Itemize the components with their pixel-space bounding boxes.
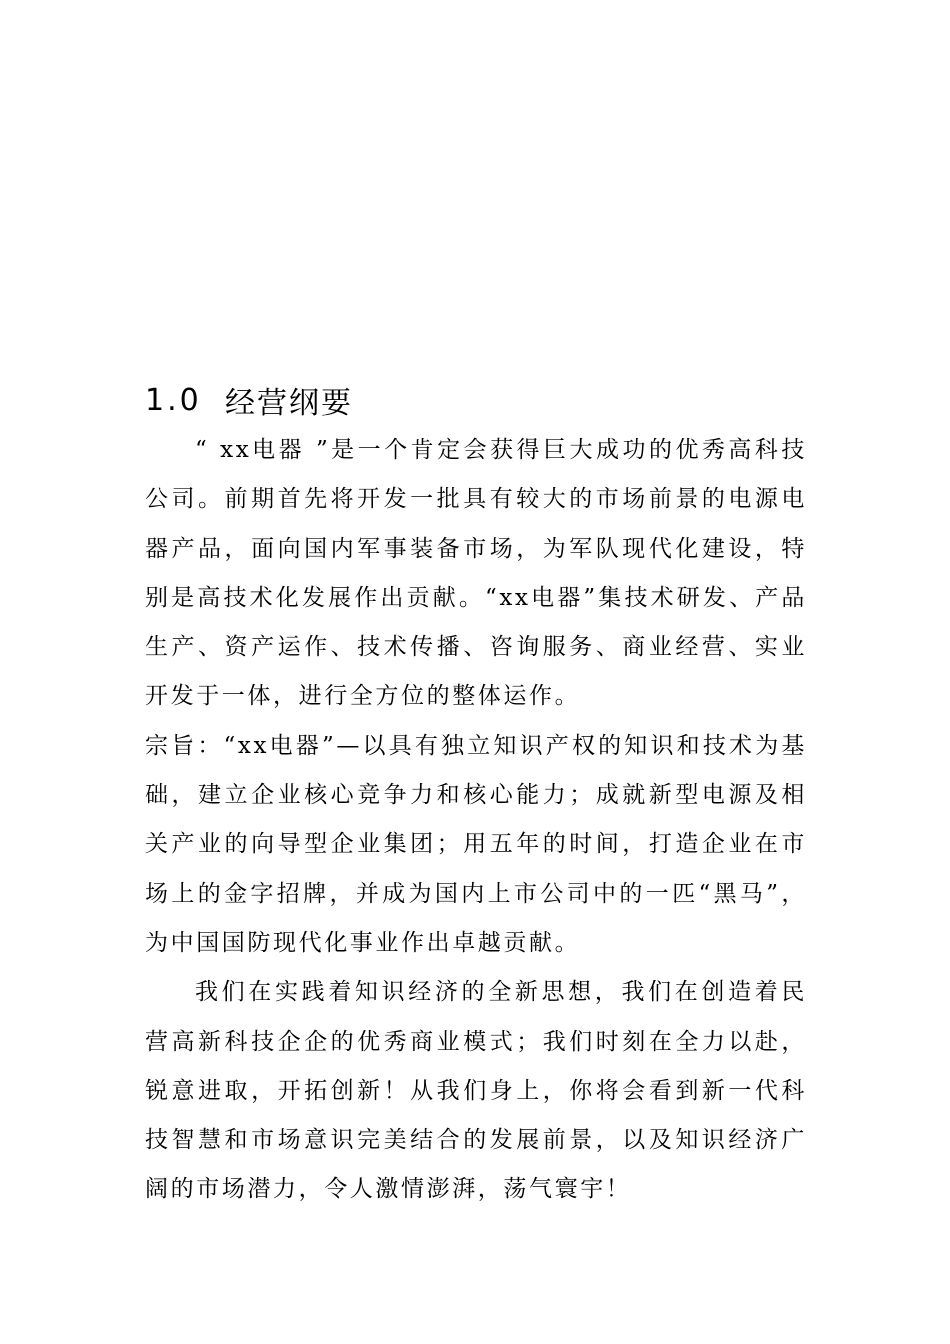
paragraph-vision: 我们在实践着知识经济的全新思想，我们在创造着民营高新科技企企的优秀商业模式；我们时刻在全力以赴，锐意进取，开拓创新！从我们身上，你将会看到新一代科技智慧和市场意识完美结合的发展前景，以及知识经济广阔的市场潜力，令人激情澎湃，荡气寰宇！	[145, 979, 807, 1203]
paragraph-mission: 宗旨：“xx电器”—以具有独立知识产权的知识和技术为基础，建立企业核心竞争力和核心能力；成就新型电源及相关产业的向导型企业集团；用五年的时间，打造企业在市场上的金字招牌，并成为国内上市公司中的一匹“黑马”，为中国国防现代化事业作出卓越贡献。	[145, 732, 807, 956]
section-body	[145, 426, 807, 1215]
section-heading	[145, 378, 805, 422]
paragraph-overview: “ xx电器 ”是一个肯定会获得巨大成功的优秀高科技公司。前期首先将开发一批具有较大的市场前景的电源电器产品，面向国内军事装备市场，为军队现代化建设，特别是高技术化发展作出贡献。“xx电器”集技术研发、产品生产、资产运作、技术传播、咨询服务、商业经营、实业开发于一体，进行全方位的整体运作。	[145, 437, 807, 710]
section-title: 经营纲要	[225, 386, 353, 421]
section-number: 1.0	[145, 382, 202, 418]
